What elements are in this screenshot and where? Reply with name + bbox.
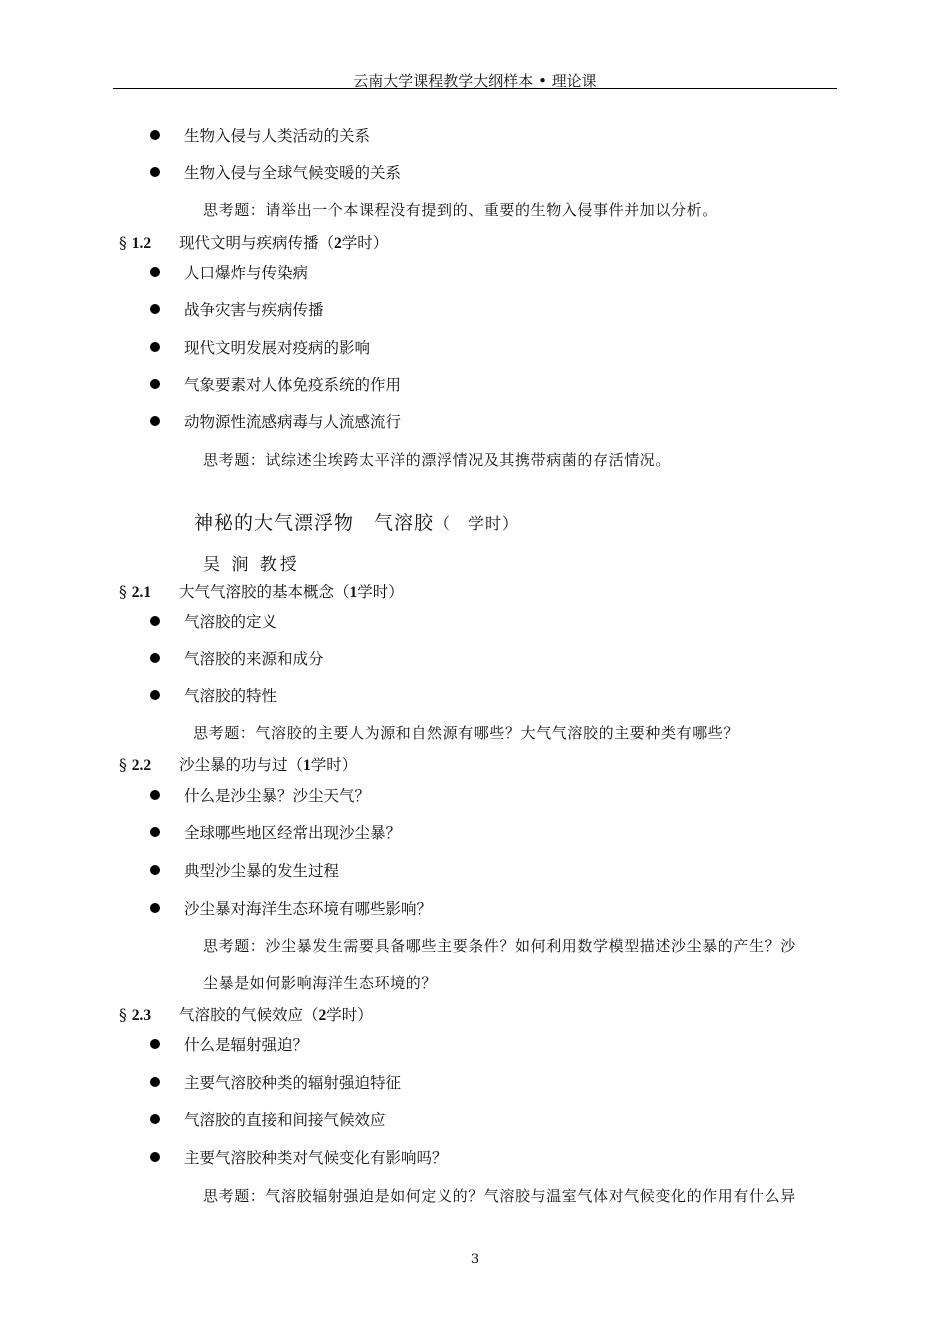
list-item [150, 1033, 308, 1055]
bullet-icon [150, 790, 160, 800]
page-number: 3 [470, 1252, 480, 1267]
section-hours-unit: 学时） [310, 756, 358, 774]
list-item-text: 现代文明发展对疫病的影响 [184, 339, 371, 357]
bullet-icon [150, 865, 160, 875]
think-question: 思考题：气溶胶的主要人为源和自然源有哪些？大气气溶胶的主要种类有哪些？ [193, 724, 740, 742]
list-item-text: 主要气溶胶种类的辐射强迫特征 [184, 1074, 402, 1092]
bullet-icon [150, 903, 160, 913]
page-header: 云南大学课程教学大纲样本 • 理论课 [353, 72, 597, 90]
section-mark: § [119, 1006, 127, 1024]
think-question: 思考题：请举出一个本课程没有提到的、重要的生物入侵事件并加以分析。 [203, 201, 718, 219]
list-item-text: 什么是辐射强迫？ [184, 1036, 309, 1054]
section-mark: § [119, 583, 127, 601]
list-item-text: 气溶胶的定义 [184, 613, 278, 631]
bullet-icon [150, 1114, 160, 1124]
section-number: 2.2 [131, 757, 152, 774]
section-title: 气溶胶的气候效应（ [179, 1006, 319, 1024]
list-item [150, 897, 432, 919]
think-question: 思考题：气溶胶辐射强迫是如何定义的？气溶胶与温室气体对气候变化的作用有什么异 [203, 1187, 796, 1205]
list-item [150, 373, 401, 395]
section-hours-unit: 学时） [341, 234, 389, 252]
think-question: 思考题：试综述尘埃跨太平洋的漂浮情况及其携带病菌的存活情况。 [203, 451, 672, 469]
chapter-title [194, 508, 519, 535]
section-number: 2.1 [131, 584, 152, 601]
section-mark: § [119, 234, 127, 252]
bullet-icon [150, 616, 160, 626]
list-item [150, 647, 324, 669]
list-item-text: 沙尘暴对海洋生态环境有哪些影响？ [184, 900, 433, 918]
section-title: 沙尘暴的功与过（ [179, 756, 304, 774]
section-hours: 1 [303, 757, 311, 774]
list-item [150, 298, 324, 320]
section-hours: 2 [334, 235, 342, 252]
chapter-hours: （ 学时） [434, 514, 520, 533]
bullet-icon [150, 827, 160, 837]
bullet-icon [150, 167, 160, 177]
list-item-text: 什么是沙尘暴？沙尘天气？ [184, 787, 371, 805]
list-item-text: 主要气溶胶种类对气候变化有影响吗？ [184, 1149, 448, 1167]
section-number: 1.2 [131, 235, 152, 252]
section-hours-unit: 学时） [326, 1006, 373, 1024]
list-item [150, 610, 277, 632]
think-question: 思考题：沙尘暴发生需要具备哪些主要条件？如何利用数学模型描述沙尘暴的产生？沙 [203, 937, 796, 955]
list-item [150, 161, 401, 183]
list-item-text: 典型沙尘暴的发生过程 [184, 862, 340, 880]
think-question-cont: 尘暴是如何影响海洋生态环境的？ [203, 974, 438, 992]
list-item [150, 1108, 386, 1130]
list-item-text: 全球哪些地区经常出现沙尘暴？ [184, 824, 402, 842]
bullet-icon [150, 379, 160, 389]
list-item-text: 气溶胶的特性 [184, 687, 278, 705]
list-item [150, 1071, 401, 1093]
section-hours: 1 [349, 584, 358, 601]
bullet-icon [150, 1039, 160, 1049]
section-heading-2-2 [119, 753, 357, 775]
list-item-text: 气溶胶的直接和间接气候效应 [184, 1111, 386, 1129]
list-item [150, 684, 277, 706]
bullet-icon [150, 416, 160, 426]
bullet-icon [150, 690, 160, 700]
bullet-icon [150, 1077, 160, 1087]
list-item [150, 1146, 448, 1168]
bullet-icon [150, 653, 160, 663]
list-item [150, 261, 308, 283]
section-mark: § [119, 756, 127, 774]
list-item-text: 动物源性流感病毒与人流感流行 [184, 413, 402, 431]
list-item [150, 784, 370, 806]
bullet-icon [150, 267, 160, 277]
list-item [150, 410, 401, 432]
section-heading-1-2 [119, 231, 388, 253]
bullet-icon [150, 304, 160, 314]
list-item-text: 气溶胶的来源和成分 [184, 650, 324, 668]
section-title: 现代文明与疾病传播（ [179, 234, 335, 252]
chapter-title-text: 神秘的大气漂浮物 气溶胶 [194, 512, 435, 534]
section-heading-2-1 [119, 580, 404, 602]
list-item-text: 战争灾害与疾病传播 [184, 301, 324, 319]
list-item [150, 124, 370, 146]
section-hours-unit: 学时） [357, 583, 404, 601]
section-title: 大气气溶胶的基本概念（ [179, 583, 350, 601]
bullet-icon [150, 342, 160, 352]
chapter-author: 吴 涧 教授 [203, 555, 300, 575]
bullet-icon [150, 1152, 160, 1162]
list-item-text: 人口爆炸与传染病 [184, 264, 309, 282]
list-item-text: 生物入侵与全球气候变暖的关系 [184, 164, 402, 182]
list-item-text: 气象要素对人体免疫系统的作用 [184, 376, 402, 394]
section-hours: 2 [318, 1007, 327, 1024]
header-rule [113, 88, 837, 89]
section-heading-2-3 [119, 1003, 373, 1025]
section-number: 2.3 [131, 1007, 152, 1024]
list-item [150, 859, 339, 881]
list-item [150, 336, 370, 358]
list-item [150, 821, 401, 843]
bullet-icon [150, 130, 160, 140]
list-item-text: 生物入侵与人类活动的关系 [184, 127, 371, 145]
